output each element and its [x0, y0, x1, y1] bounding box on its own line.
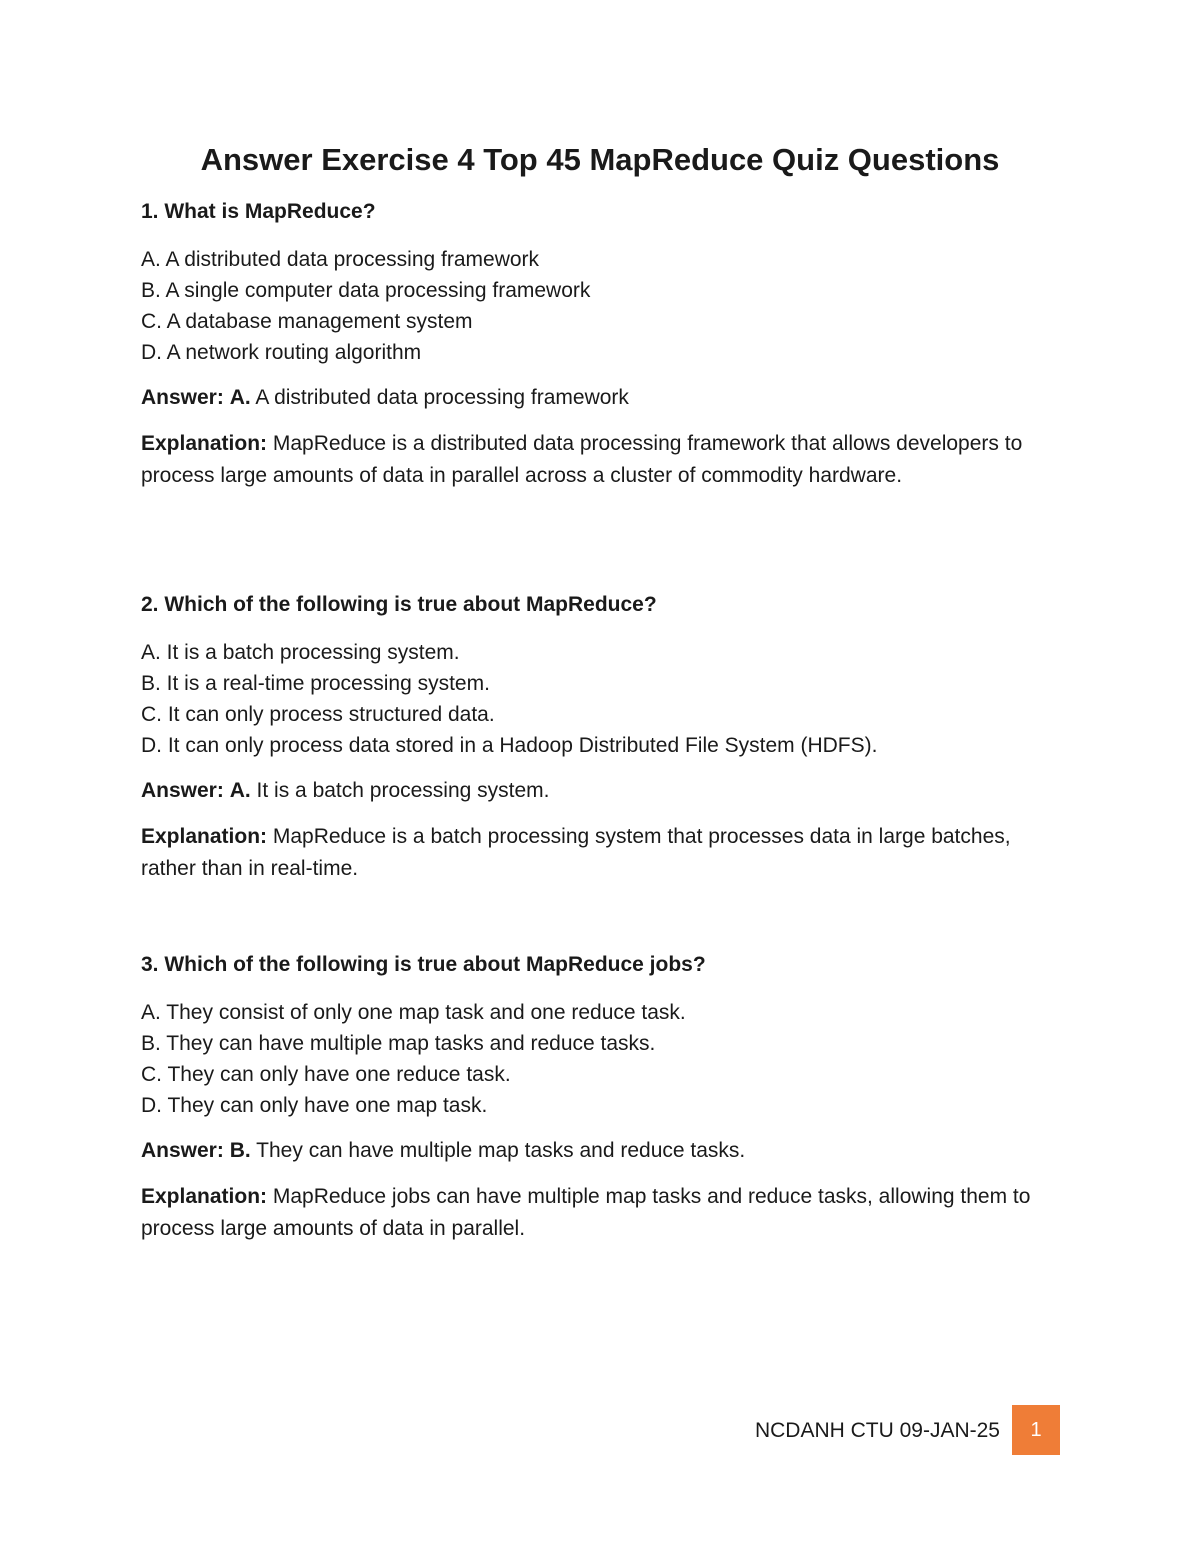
explanation-text: MapReduce is a batch processing system that processes data in large batches, rather than in real-time.	[141, 825, 1011, 880]
answer-letter: A.	[229, 779, 251, 802]
option-list	[141, 997, 1061, 1121]
option-a: A. A distributed data processing framework	[141, 248, 540, 271]
page-number-badge: 1	[1012, 1405, 1060, 1455]
question-heading: 2. Which of the following is true about MapReduce?	[141, 593, 657, 616]
answer-text: They can have multiple map tasks and reduce tasks.	[256, 1139, 746, 1162]
option-d: D. It can only process data stored in a Hadoop Distributed File System (HDFS).	[141, 734, 878, 757]
document-title: Answer Exercise 4 Top 45 MapReduce Quiz Questions	[200, 142, 1000, 177]
answer-letter: A.	[229, 386, 251, 409]
option-c: C. It can only process structured data.	[141, 703, 495, 726]
answer-line	[141, 775, 1061, 806]
explanation-label: Explanation:	[141, 1185, 268, 1208]
explanation-label: Explanation:	[141, 825, 268, 848]
answer-label: Answer:	[141, 1139, 224, 1162]
option-list	[141, 244, 1061, 368]
answer-letter: B.	[229, 1139, 251, 1162]
option-c: C. A database management system	[141, 310, 473, 333]
option-a: A. It is a batch processing system.	[141, 641, 460, 664]
option-d: D. They can only have one map task.	[141, 1094, 488, 1117]
answer-text: It is a batch processing system.	[256, 779, 550, 802]
answer-text: A distributed data processing framework	[255, 386, 629, 409]
answer-line	[141, 1135, 1061, 1166]
page-footer	[700, 1405, 1060, 1455]
question-3	[141, 949, 1061, 1244]
explanation-line	[141, 428, 1061, 491]
explanation-line	[141, 821, 1061, 884]
answer-label: Answer:	[141, 386, 224, 409]
option-b: B. They can have multiple map tasks and reduce tasks.	[141, 1032, 656, 1055]
option-a: A. They consist of only one map task and one reduce task.	[141, 1001, 686, 1024]
option-d: D. A network routing algorithm	[141, 341, 422, 364]
option-b: B. A single computer data processing framework	[141, 279, 591, 302]
explanation-text: MapReduce is a distributed data processing framework that allows developers to process large amounts of data in parallel across a cluster of commodity hardware.	[141, 432, 1023, 487]
explanation-label: Explanation:	[141, 432, 268, 455]
question-heading: 1. What is MapReduce?	[141, 200, 376, 223]
option-c: C. They can only have one reduce task.	[141, 1063, 511, 1086]
explanation-line	[141, 1181, 1061, 1244]
footer-text: NCDANH CTU 09-JAN-25	[754, 1419, 1000, 1442]
option-list	[141, 637, 1061, 761]
question-2	[141, 589, 1061, 884]
explanation-text: MapReduce jobs can have multiple map tasks and reduce tasks, allowing them to process large amounts of data in parallel.	[141, 1185, 1031, 1240]
answer-label: Answer:	[141, 779, 224, 802]
question-heading: 3. Which of the following is true about MapReduce jobs?	[141, 953, 706, 976]
option-b: B. It is a real-time processing system.	[141, 672, 490, 695]
question-1	[141, 196, 1061, 491]
answer-line	[141, 382, 1061, 413]
